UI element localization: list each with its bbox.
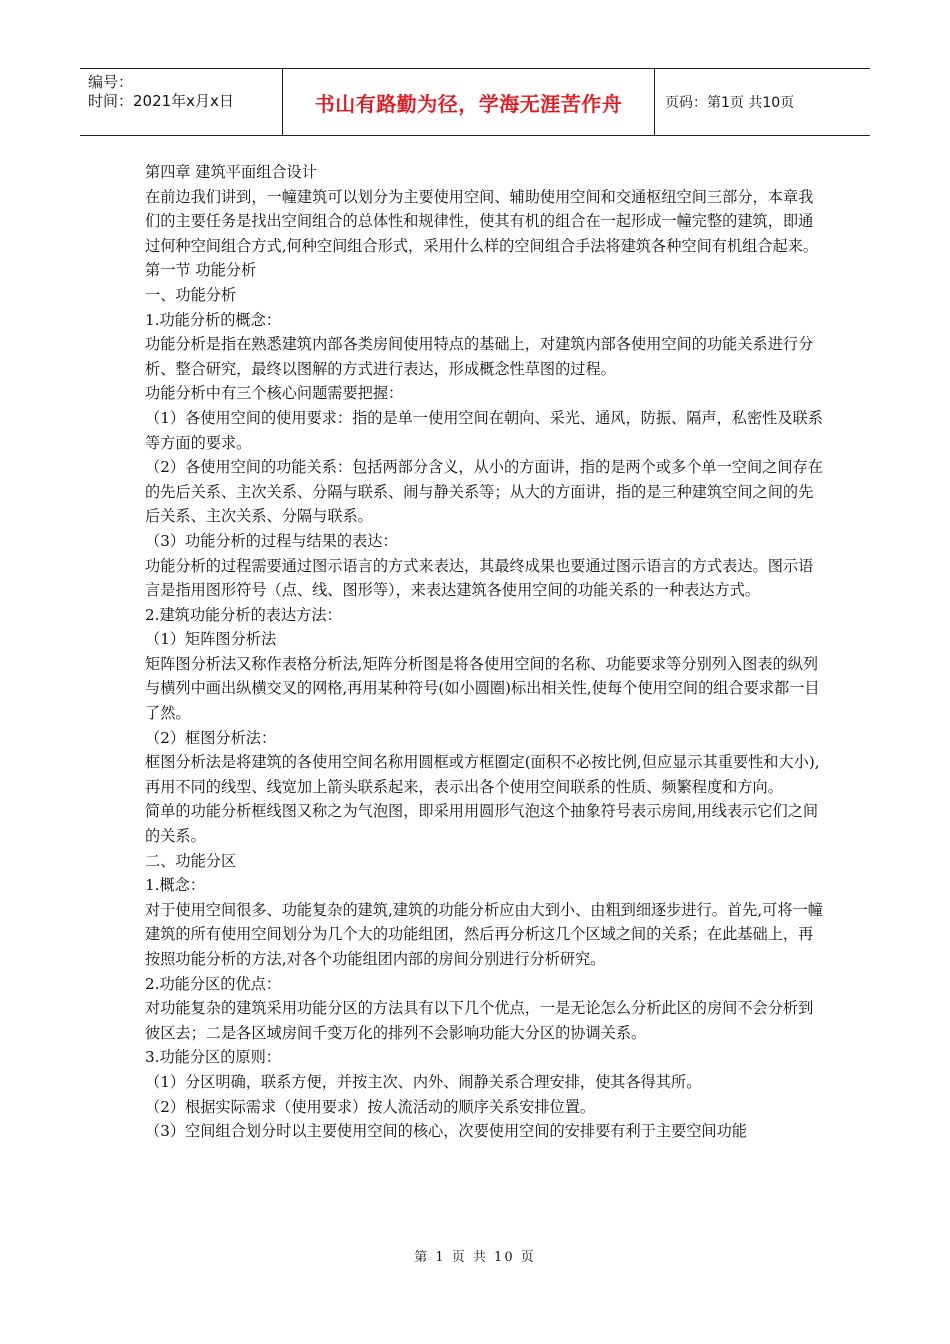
item-heading: 1.概念：: [145, 876, 206, 895]
paragraph: 简单的功能分析框线图又称之为气泡图，即采用用圆形气泡这个抽象符号表示房间,用线表示它们之间的关系。: [145, 802, 819, 846]
list-item: （1）矩阵图分析法: [145, 630, 277, 649]
paragraph: 矩阵图分析法又称作表格分析法,矩阵分析图是将各使用空间的名称、功能要求等分别列入图表的纵列与横列中画出纵横交叉的网格,再用某种符号(如小圆圈)标出相关性,使每个使用空间的组合要求都一目了然。: [145, 654, 820, 723]
list-item: （2）各使用空间的功能关系：包括两部分含义，从小的方面讲，指的是两个或多个单一空间之间存在的先后关系、主次关系、分隔与联系、闹与静关系等；从大的方面讲，指的是三种建筑空间之间的先后关系、主次关系、分隔与联系。: [145, 458, 823, 526]
list-item: （3）功能分析的过程与结果的表达：: [145, 531, 398, 550]
item-heading: 3.功能分区的原则：: [145, 1048, 281, 1067]
paragraph: 功能分析的过程需要通过图示语言的方式来表达，其最终成果也要通过图示语言的方式表达。图示语言是指用图形符号（点、线、图形等），来表达建筑各使用空间的功能关系的一种表达方式。: [145, 556, 814, 600]
subsection-heading: 二、功能分区: [145, 851, 237, 870]
document-body: [145, 160, 825, 1144]
header-page-code: 页码：第1页 共10页: [665, 95, 795, 111]
list-item: （2）框图分析法：: [145, 728, 277, 747]
header-motto: 书山有路勤为径，学海无涯苦作舟: [282, 69, 655, 135]
paragraph: 对于使用空间很多、功能复杂的建筑,建筑的功能分析应由大到小、由粗到细逐步进行。首先,可将一幢建筑的所有使用空间划分为几个大的功能组团，然后再分析这几个区域之间的关系；在此基础上，再按照功能分析的方法,对各个功能组团内部的房间分别进行分析研究。: [145, 900, 823, 968]
paragraph: 功能分析中有三个核心问题需要把握：: [145, 384, 404, 403]
list-item: （3）空间组合划分时以主要使用空间的核心，次要使用空间的安排要有利于主要空间功能: [145, 1122, 747, 1141]
item-heading: 2.建筑功能分析的表达方法：: [145, 605, 342, 624]
paragraph: 框图分析法是将建筑的各使用空间名称用圆框或方框圈定(面积不必按比例,但应显示其重要性和大小),再用不同的线型、线宽加上箭头联系起来，表示出各个使用空间联系的性质、频繁程度和方向。: [145, 753, 820, 796]
page-header: [80, 68, 870, 136]
paragraph: 在前边我们讲到，一幢建筑可以划分为主要使用空间、辅助使用空间和交通枢纽空间三部分，本章我们的主要任务是找出空间组合的总体性和规律性，使其有机的组合在一起形成一幢完整的建筑，即通过何种空间组合方式,何种空间组合形式，采用什么样的空间组合手法将建筑各种空间有机组合起来。: [145, 187, 819, 255]
document-number-label: 编号：: [88, 73, 134, 91]
paragraph: 功能分析是指在熟悉建筑内部各类房间使用特点的基础上，对建筑内部各使用空间的功能关系进行分析、整合研究，最终以图解的方式进行表达，形成概念性草图的过程。: [145, 335, 814, 378]
page-footer: 第 1 页 共 10 页: [414, 1250, 536, 1265]
item-heading: 1.功能分析的概念：: [145, 310, 281, 329]
paragraph: 对功能复杂的建筑采用功能分区的方法具有以下几个优点，一是无论怎么分析此区的房间不会分析到彼区去；二是各区域房间千变万化的排列不会影响功能大分区的协调关系。: [145, 999, 814, 1042]
list-item: （1）分区明确，联系方便，并按主次、内外、闹静关系合理安排，使其各得其所。: [145, 1072, 702, 1091]
section-title: 第一节 功能分析: [145, 261, 257, 280]
item-heading: 2.功能分区的优点：: [145, 974, 281, 993]
document-date: 时间：2021年x月x日: [88, 92, 234, 110]
chapter-title: 第四章 建筑平面组合设计: [145, 163, 317, 181]
list-item: （1）各使用空间的使用要求：指的是单一使用空间在朝向、采光、通风，防振、隔声，私密性及联系等方面的要求。: [145, 408, 823, 452]
list-item: （2）根据实际需求（使用要求）按人流活动的顺序关系安排位置。: [145, 1097, 596, 1116]
header-meta: [80, 69, 282, 135]
subsection-heading: 一、功能分析: [145, 285, 237, 304]
